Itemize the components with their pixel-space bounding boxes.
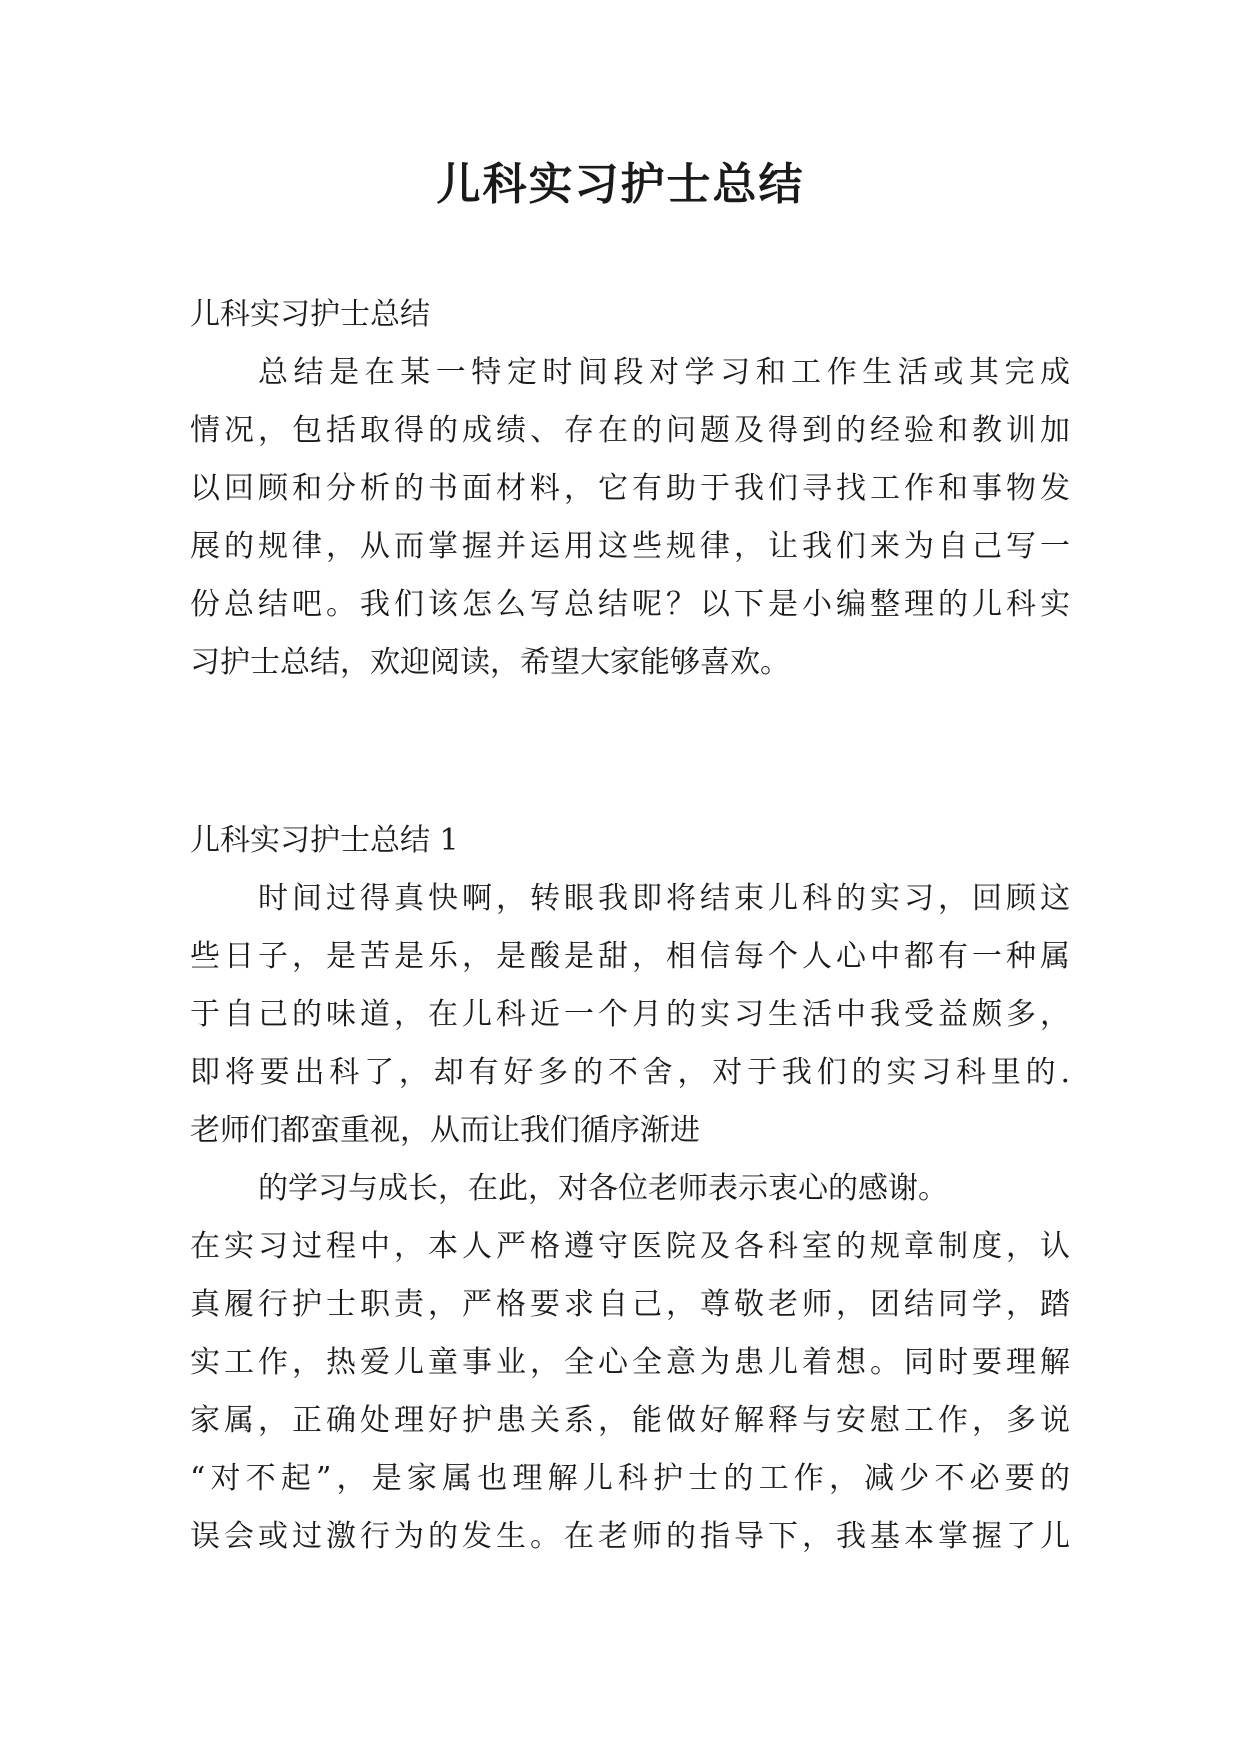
document-title: 儿科实习护士总结 [436,159,805,210]
paragraph-line: 家属，正确处理好护患关系，能做好解释与安慰工作，多说 [190,1403,1070,1438]
paragraph-line: 份总结吧。我们该怎么写总结呢？以下是小编整理的儿科实 [190,587,1070,622]
paragraph-line: 于自己的味道，在儿科近一个月的实习生活中我受益颇多， [190,997,1070,1032]
paragraph-line: 些日子，是苦是乐，是酸是甜，相信每个人心中都有一种属 [190,939,1070,974]
paragraph-line: 习护士总结，欢迎阅读，希望大家能够喜欢。 [190,645,790,680]
paragraph-line: 在实习过程中，本人严格遵守医院及各科室的规章制度，认 [190,1229,1070,1264]
paragraph-line: 即将要出科了，却有好多的不舍，对于我们的实习科里的. [190,1055,1070,1090]
paragraph-line: 展的规律，从而掌握并运用这些规律，让我们来为自己写一 [190,529,1070,564]
paragraph-line: 以回顾和分析的书面材料，它有助于我们寻找工作和事物发 [190,471,1070,506]
paragraph-line: 的学习与成长，在此，对各位老师表示衷心的感谢。 [258,1171,948,1206]
paragraph-line: 老师们都蛮重视，从而让我们循序渐进 [190,1113,700,1148]
paragraph-line: 误会或过激行为的发生。在老师的指导下，我基本掌握了儿 [190,1519,1070,1554]
intro-section [190,286,1070,692]
section-1 [190,812,1070,1566]
paragraph-line: “对不起”，是家属也理解儿科护士的工作，减少不必要的 [190,1461,1070,1496]
paragraph-line: 情况，包括取得的成绩、存在的问题及得到的经验和教训加 [190,413,1070,448]
intro-heading: 儿科实习护士总结 [190,297,430,332]
paragraph-line: 真履行护士职责，严格要求自己，尊敬老师，团结同学，踏 [190,1287,1070,1322]
paragraph-line: 实工作，热爱儿童事业，全心全意为患儿着想。同时要理解 [190,1345,1070,1380]
paragraph-line: 总结是在某一特定时间段对学习和工作生活或其完成 [258,355,1070,390]
paragraph-line: 时间过得真快啊，转眼我即将结束儿科的实习，回顾这 [258,881,1070,916]
section-heading: 儿科实习护士总结 1 [190,823,459,858]
